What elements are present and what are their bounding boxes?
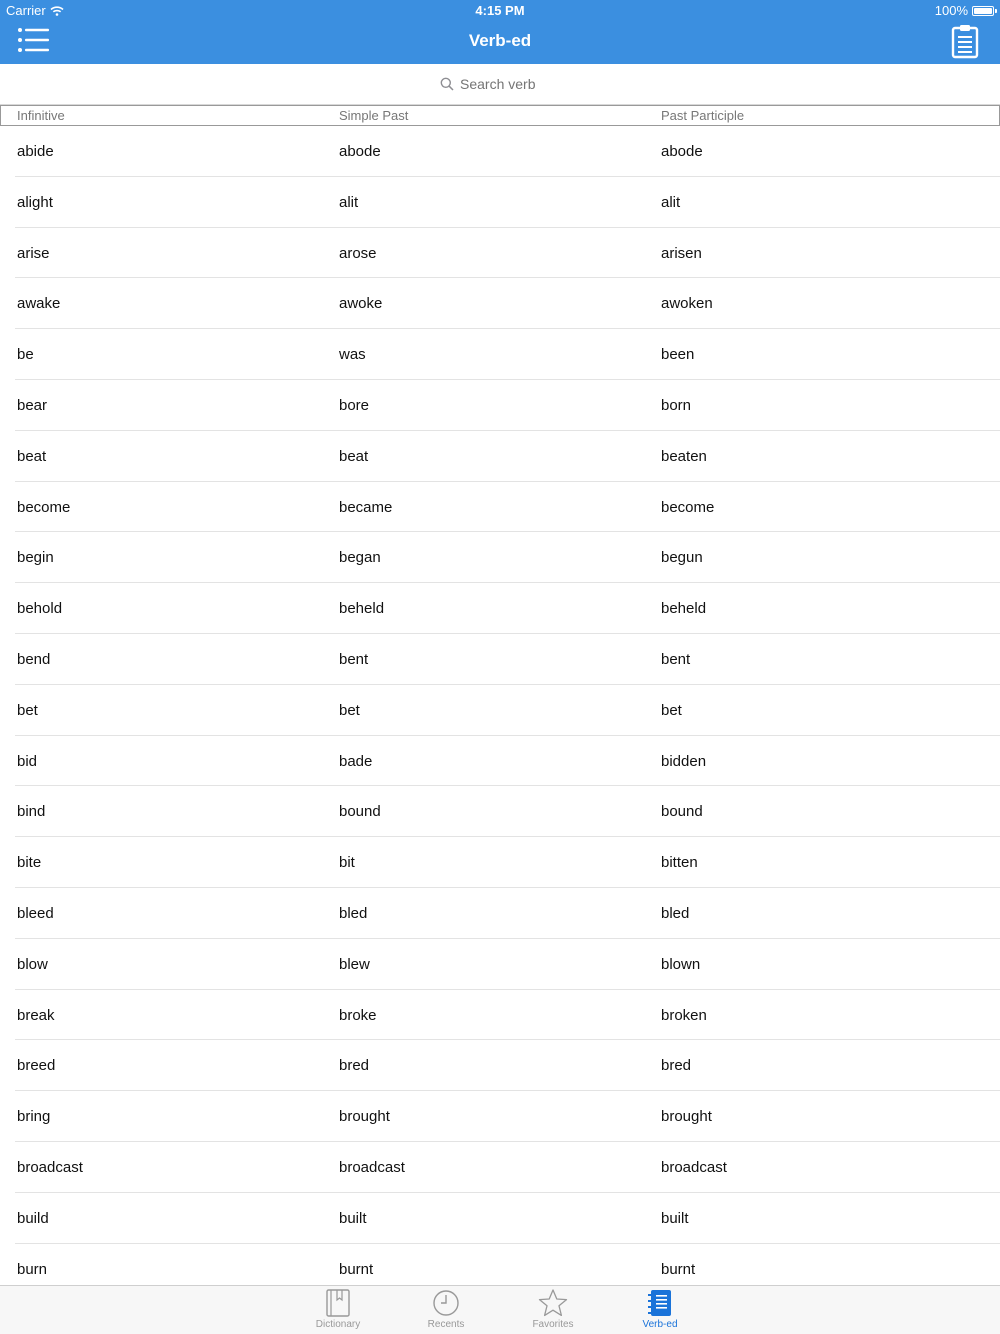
table-row[interactable] [15,1244,1000,1285]
search-icon [440,77,454,91]
table-row[interactable] [15,939,1000,990]
star-icon [537,1288,569,1318]
past-participle-cell: beaten [661,447,707,465]
simple-past-cell: bit [339,854,355,872]
infinitive-cell: break [17,1006,55,1024]
past-participle-cell: brought [661,1108,712,1126]
infinitive-cell: blow [17,955,48,973]
table-row[interactable] [15,126,1000,177]
past-participle-cell: bitten [661,854,698,872]
carrier-label: Carrier [6,3,46,18]
column-header-past-participle: Past Participle [661,108,745,123]
simple-past-cell: bore [339,396,370,414]
infinitive-cell: alight [17,193,53,211]
infinitive-cell: awake [17,295,61,313]
table-row[interactable] [15,888,1000,939]
top-bar [0,0,1000,64]
tab-label: Dictionary [315,1319,361,1330]
notebook-icon [646,1288,674,1318]
past-participle-cell: awoken [661,295,713,313]
past-participle-cell: bled [661,904,690,922]
simple-past-cell: burnt [339,1260,374,1278]
past-participle-cell: begun [661,549,703,567]
infinitive-cell: bleed [17,904,54,922]
past-participle-cell: bred [661,1057,692,1075]
tab-label: Verb-ed [642,1319,678,1330]
tab-verb-ed[interactable] [615,1286,705,1334]
past-participle-cell: broadcast [661,1158,727,1176]
table-row[interactable] [15,482,1000,533]
simple-past-cell: built [339,1209,367,1227]
simple-past-cell: blew [339,955,370,973]
infinitive-cell: be [17,346,34,364]
infinitive-cell: arise [17,244,50,262]
table-row[interactable] [15,431,1000,482]
simple-past-cell: bound [339,803,381,821]
infinitive-cell: breed [17,1057,56,1075]
column-header-infinitive: Infinitive [17,108,65,123]
infinitive-cell: bring [17,1108,51,1126]
simple-past-cell: became [339,498,393,516]
tab-favorites[interactable] [508,1286,598,1334]
tab-label: Recents [427,1319,465,1330]
infinitive-cell: bind [17,803,46,821]
past-participle-cell: broken [661,1006,707,1024]
tab-dictionary[interactable] [293,1286,383,1334]
infinitive-cell: begin [17,549,54,567]
battery-icon [972,6,994,16]
simple-past-cell: bled [339,904,368,922]
past-participle-cell: bound [661,803,703,821]
infinitive-cell: behold [17,600,63,618]
simple-past-cell: bet [339,701,360,719]
simple-past-cell: abode [339,143,381,160]
infinitive-cell: bend [17,650,51,668]
table-row[interactable] [15,634,1000,685]
table-row[interactable] [15,278,1000,329]
column-header-simple-past: Simple Past [339,108,409,123]
table-row[interactable] [15,736,1000,787]
simple-past-cell: broke [339,1006,377,1024]
table-row[interactable] [15,583,1000,634]
navigation-bar [0,20,1000,64]
table-row[interactable] [15,837,1000,888]
book-icon [324,1288,352,1318]
simple-past-cell: beheld [339,600,385,618]
table-row[interactable] [15,786,1000,837]
table-row[interactable] [15,329,1000,380]
simple-past-cell: bred [339,1057,370,1075]
infinitive-cell: abide [17,143,54,160]
search-input[interactable] [460,76,560,92]
clock-icon [431,1288,461,1318]
past-participle-cell: alit [661,193,681,211]
table-row[interactable] [15,685,1000,736]
infinitive-cell: broadcast [17,1158,83,1176]
table-row[interactable] [15,380,1000,431]
simple-past-cell: awoke [339,295,383,313]
simple-past-cell: bent [339,650,369,668]
past-participle-cell: bidden [661,752,707,770]
table-row[interactable] [15,1091,1000,1142]
status-time: 4:15 PM [475,3,525,18]
simple-past-cell: was [339,346,366,364]
search-bar [0,64,1000,105]
simple-past-cell: began [339,549,381,567]
table-row[interactable] [15,228,1000,279]
verb-table [0,126,1000,1285]
status-bar [0,0,1000,20]
past-participle-cell: built [661,1209,689,1227]
table-row[interactable] [15,1142,1000,1193]
tab-recents[interactable] [401,1286,491,1334]
simple-past-cell: arose [339,244,377,262]
past-participle-cell: arisen [661,244,702,262]
infinitive-cell: bite [17,854,42,872]
page-title: Verb-ed [468,31,532,50]
table-row[interactable] [15,532,1000,583]
past-participle-cell: bent [661,650,691,668]
battery-label: 100% [934,3,968,18]
past-participle-cell: blown [661,955,701,973]
table-row[interactable] [15,1193,1000,1244]
infinitive-cell: bid [17,752,38,770]
infinitive-cell: bet [17,701,38,719]
simple-past-cell: alit [339,193,359,211]
past-participle-cell: bet [661,701,682,719]
tab-label: Favorites [532,1319,574,1330]
table-row[interactable] [15,177,1000,228]
simple-past-cell: brought [339,1108,390,1126]
infinitive-cell: burn [17,1260,48,1278]
past-participle-cell: burnt [661,1260,696,1278]
past-participle-cell: abode [661,143,703,160]
past-participle-cell: beheld [661,600,707,618]
table-row[interactable] [15,1040,1000,1091]
battery-indicator [935,3,994,18]
infinitive-cell: bear [17,396,48,414]
past-participle-cell: born [661,396,692,414]
past-participle-cell: been [661,346,695,364]
past-participle-cell: become [661,498,715,516]
simple-past-cell: beat [339,447,369,465]
tab-bar [0,1285,1000,1334]
simple-past-cell: bade [339,752,373,770]
infinitive-cell: build [17,1209,49,1227]
infinitive-cell: become [17,498,71,516]
column-header [0,105,1000,126]
table-row[interactable] [15,990,1000,1041]
clipboard-button[interactable] [950,23,980,59]
infinitive-cell: beat [17,447,47,465]
simple-past-cell: broadcast [339,1158,405,1176]
clipboard-icon [950,23,980,59]
